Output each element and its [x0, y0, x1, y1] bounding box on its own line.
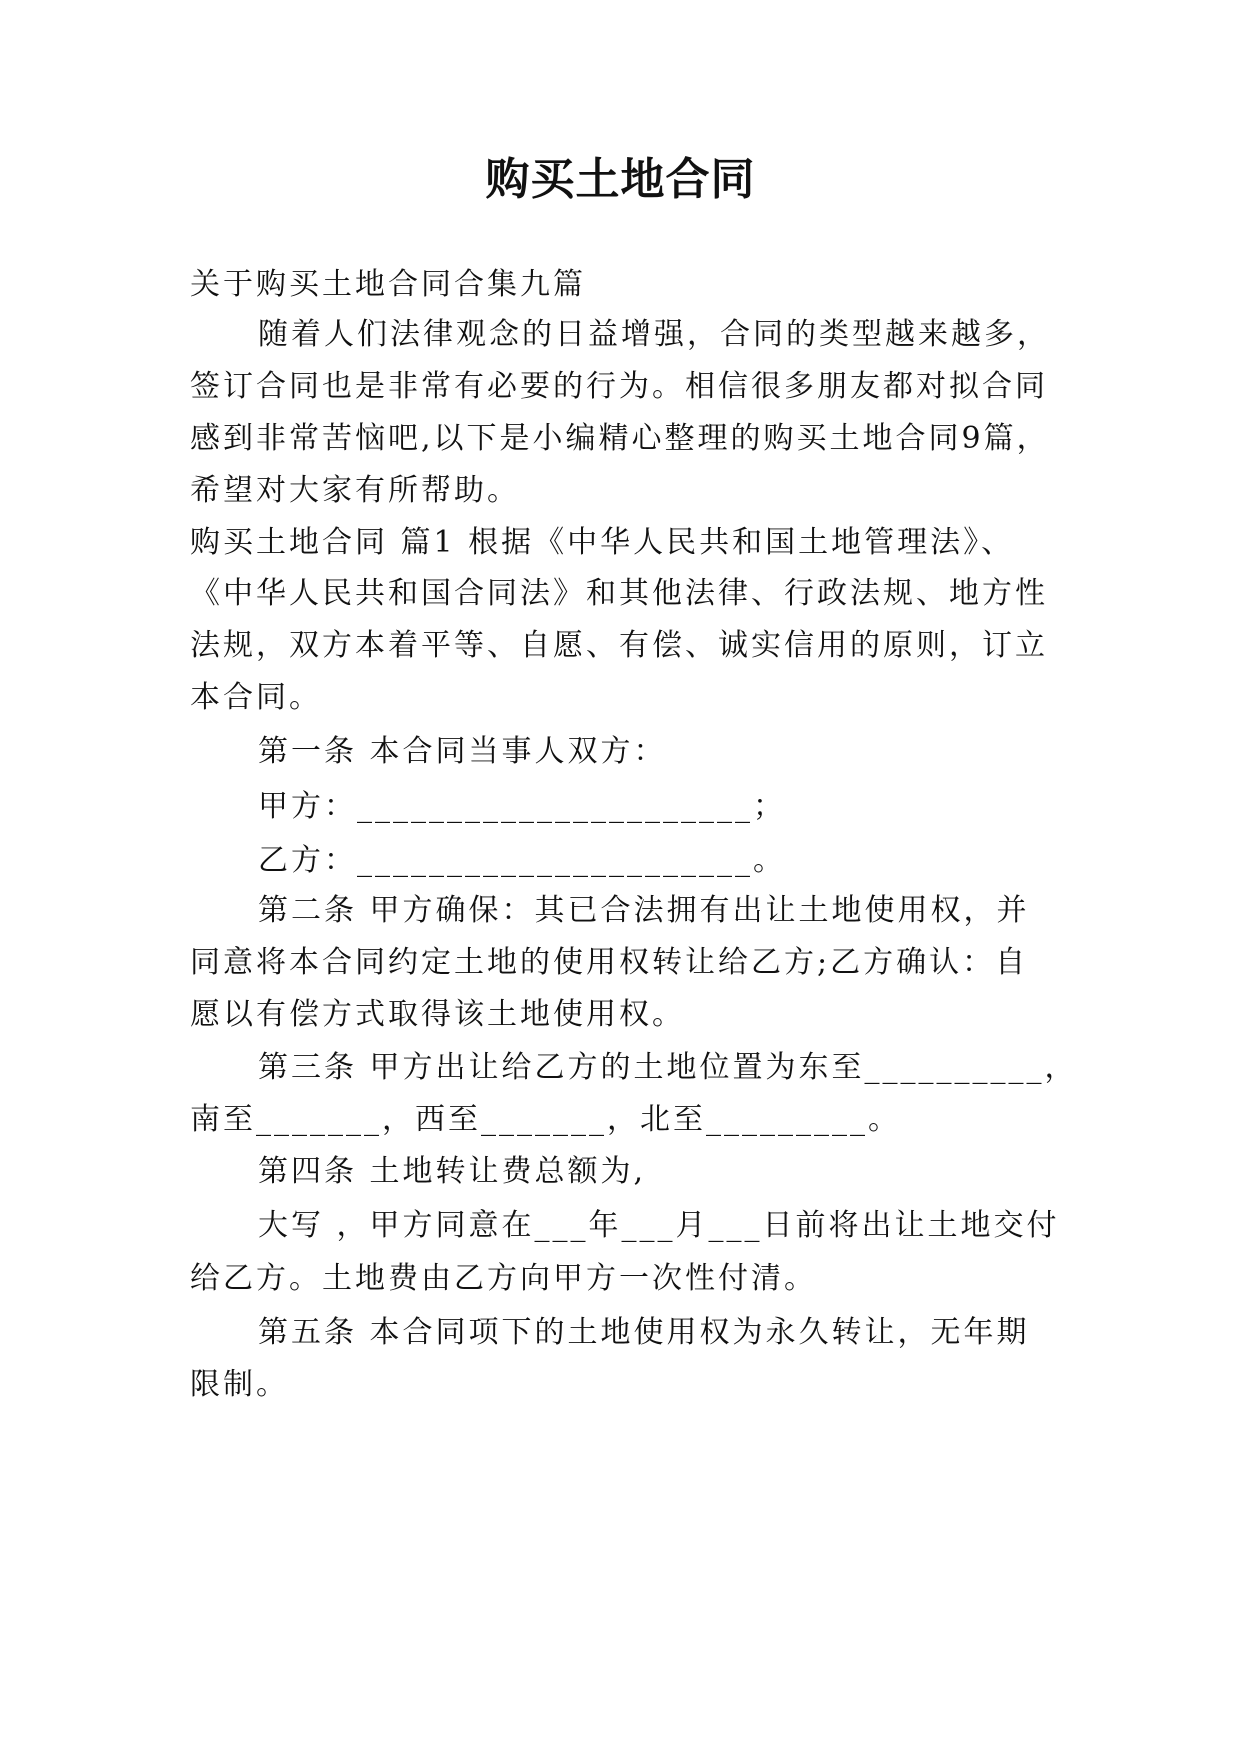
paragraph-line: 本合同。	[190, 680, 322, 715]
clause-line: 第五条 本合同项下的土地使用权为永久转让，无年期	[258, 1315, 1030, 1350]
paragraph-line: 愿以有偿方式取得该土地使用权。	[190, 997, 685, 1032]
paragraph-line: 感到非常苦恼吧,以下是小编精心整理的购买土地合同9篇，	[190, 421, 1050, 456]
intro-heading: 关于购买土地合同合集九篇	[190, 267, 586, 302]
paragraph-line: 同意将本合同约定土地的使用权转让给乙方;乙方确认：自	[190, 945, 1029, 980]
clause-line: 第一条 本合同当事人双方：	[258, 734, 667, 769]
paragraph-line: 南至_______，西至_______，北至_________。	[190, 1102, 901, 1137]
paragraph-line: 希望对大家有所帮助。	[190, 473, 520, 508]
clause-line: 第三条 甲方出让给乙方的土地位置为东至__________，	[258, 1050, 1078, 1085]
paragraph-line: 限制。	[190, 1367, 289, 1402]
party-b-line: 乙方：______________________。	[258, 843, 786, 878]
paragraph-line: 给乙方。土地费由乙方向甲方一次性付清。	[190, 1261, 817, 1296]
paragraph-line: 法规，双方本着平等、自愿、有偿、诚实信用的原则，订立	[190, 628, 1048, 663]
party-a-line: 甲方：______________________；	[258, 789, 786, 824]
document-title: 购买土地合同	[485, 154, 756, 205]
clause-line: 第二条 甲方确保：其已合法拥有出让土地使用权，并	[258, 893, 1030, 928]
paragraph-line: 随着人们法律观念的日益增强，合同的类型越来越多，	[258, 317, 1050, 352]
paragraph-line: 大写 ，甲方同意在___年___月___日前将出让土地交付	[258, 1208, 1060, 1243]
paragraph-line: 签订合同也是非常有必要的行为。相信很多朋友都对拟合同	[190, 369, 1048, 404]
clause-line: 第四条 土地转让费总额为,	[258, 1154, 647, 1189]
paragraph-line: 《中华人民共和国合同法》和其他法律、行政法规、地方性	[190, 576, 1048, 611]
section-heading-line: 购买土地合同 篇1 根据《中华人民共和国土地管理法》、	[190, 525, 1015, 560]
